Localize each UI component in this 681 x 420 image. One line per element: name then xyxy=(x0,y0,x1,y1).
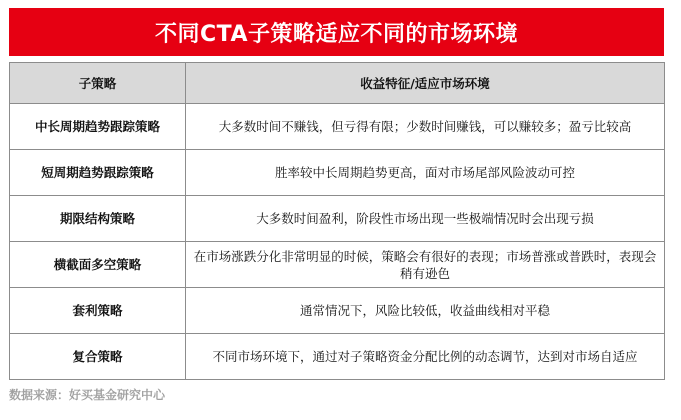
strategy-description-cell: 在市场涨跌分化非常明显的时候，策略会有很好的表现；市场普涨或普跌时，表现会稍有逊色 xyxy=(186,242,665,288)
table-row xyxy=(10,104,665,150)
data-source-note: 数据来源：好买基金研究中心 xyxy=(9,388,166,402)
strategy-name-cell: 复合策略 xyxy=(10,334,186,380)
strategy-description-cell: 大多数时间不赚钱，但亏得有限；少数时间赚钱，可以赚较多；盈亏比较高 xyxy=(186,104,665,150)
strategy-name-cell: 短周期趋势跟踪策略 xyxy=(10,150,186,196)
page-title: 不同CTA子策略适应不同的市场环境 xyxy=(9,8,664,56)
strategy-description-cell: 胜率较中长周期趋势更高，面对市场尾部风险波动可控 xyxy=(186,150,665,196)
table-row xyxy=(10,196,665,242)
table-row xyxy=(10,150,665,196)
strategy-table xyxy=(9,62,665,380)
column-header-characteristics: 收益特征/适应市场环境 xyxy=(186,63,665,104)
strategy-name-cell: 套利策略 xyxy=(10,288,186,334)
strategy-name-cell: 期限结构策略 xyxy=(10,196,186,242)
table-row xyxy=(10,334,665,380)
strategy-name-cell: 中长周期趋势跟踪策略 xyxy=(10,104,186,150)
strategy-description-cell: 不同市场环境下，通过对子策略资金分配比例的动态调节，达到对市场自适应 xyxy=(186,334,665,380)
table-row xyxy=(10,288,665,334)
table-header-row xyxy=(10,63,665,104)
column-header-strategy: 子策略 xyxy=(10,63,186,104)
strategy-description-cell: 通常情况下，风险比较低，收益曲线相对平稳 xyxy=(186,288,665,334)
strategy-name-cell: 横截面多空策略 xyxy=(10,242,186,288)
table-row xyxy=(10,242,665,288)
strategy-table-container xyxy=(9,62,664,380)
strategy-description-cell: 大多数时间盈利，阶段性市场出现一些极端情况时会出现亏损 xyxy=(186,196,665,242)
